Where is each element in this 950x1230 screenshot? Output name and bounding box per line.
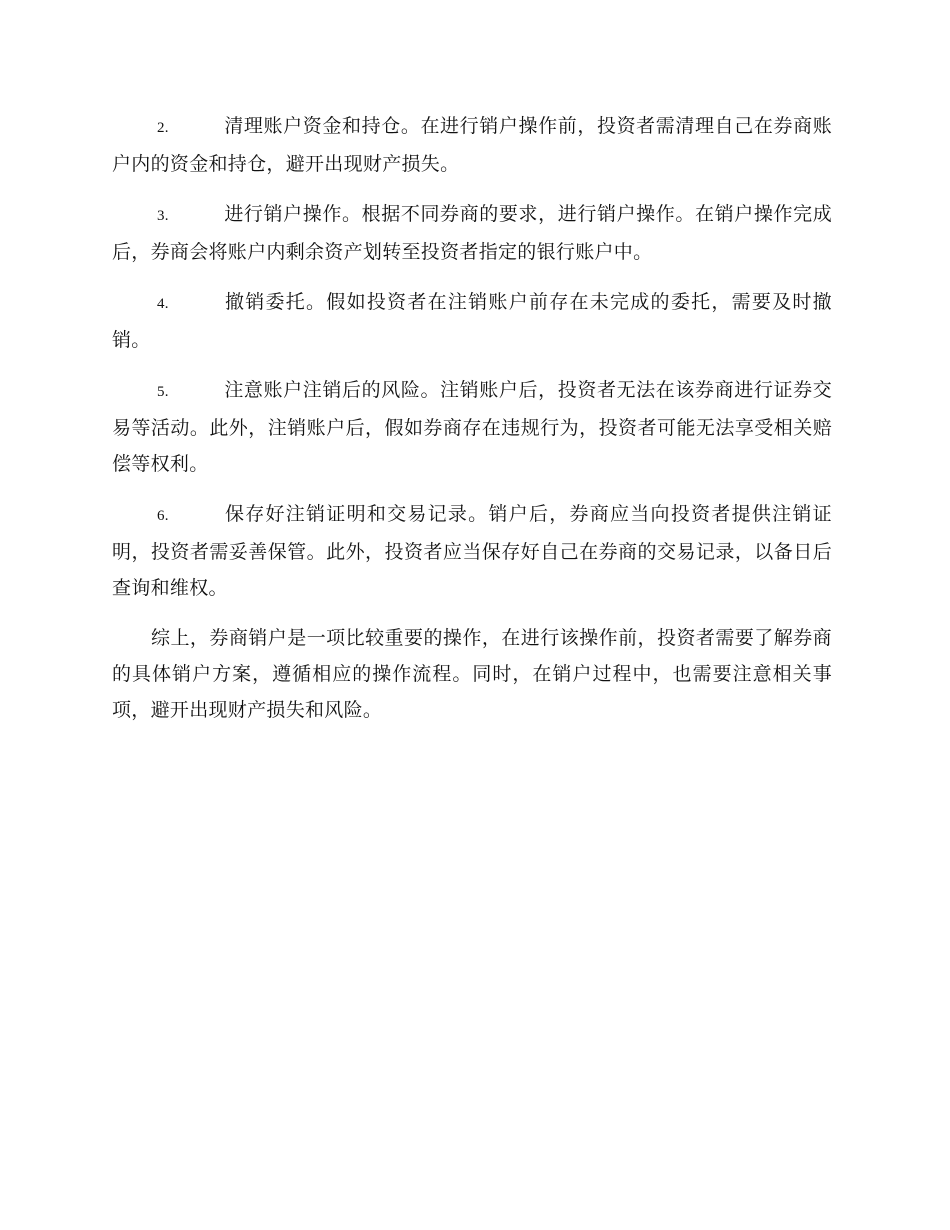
summary-paragraph: 综上，券商销户是一项比较重要的操作，在进行该操作前，投资者需要了解券商的具体销户方案，遵循相应的操作流程。同时，在销户过程中，也需要注意相关事项，避开出现财产损失和风险。: [112, 627, 832, 721]
list-item-text: 清理账户资金和持仓。在进行销户操作前，投资者需清理自己在券商账户内的资金和持仓，避开出现财产损失。: [112, 115, 832, 175]
list-item-number: 6.: [157, 508, 169, 524]
list-item: [112, 496, 832, 606]
list-item-text: 注意账户注销后的风险。注销账户后，投资者无法在该券商进行证券交易等活动。此外，注销账户后，假如券商存在违规行为，投资者可能无法享受相关赔偿等权利。: [112, 379, 832, 475]
list-item: [112, 284, 832, 358]
list-item-number: 5.: [157, 384, 169, 400]
document-body: [112, 108, 832, 728]
list-item: [112, 372, 832, 482]
list-item-number: 2.: [157, 120, 169, 136]
list-item-number: 4.: [157, 296, 169, 312]
list-item-text: 保存好注销证明和交易记录。销户后，券商应当向投资者提供注销证明，投资者需妥善保管。此外，投资者应当保存好自己在券商的交易记录，以备日后查询和维权。: [112, 503, 832, 599]
list-item: [112, 108, 832, 182]
list-item-text: 进行销户操作。根据不同券商的要求，进行销户操作。在销户操作完成后，券商会将账户内剩余资产划转至投资者指定的银行账户中。: [112, 203, 832, 263]
list-item: [112, 196, 832, 270]
list-item-number: 3.: [157, 208, 169, 224]
list-item-text: 撤销委托。假如投资者在注销账户前存在未完成的委托，需要及时撤销。: [112, 291, 832, 351]
